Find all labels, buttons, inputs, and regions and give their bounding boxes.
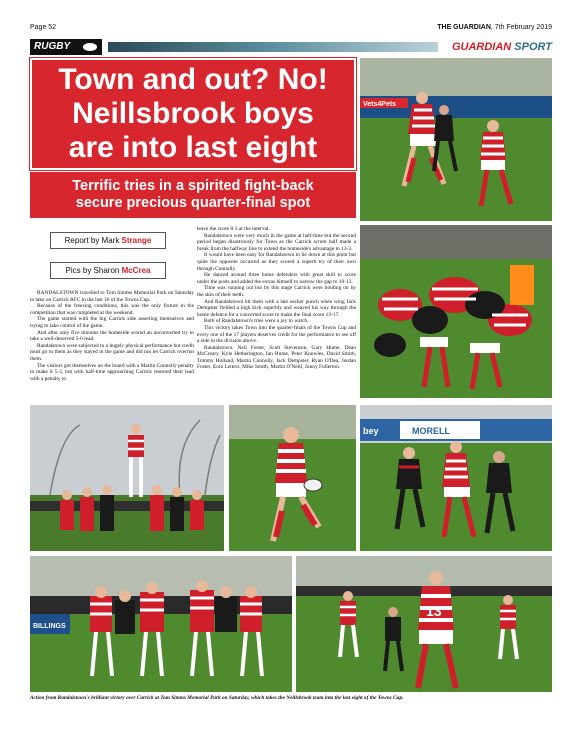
paragraph: Both of Randalstown's tries were a joy to watch.	[204, 318, 309, 325]
dateline	[437, 24, 552, 31]
article-column-1	[30, 290, 194, 382]
paragraph: leave the score 8-3 at the interval.	[197, 226, 270, 232]
subheadline-box	[30, 172, 356, 218]
publication-date: , 7th February 2019	[490, 24, 552, 31]
subheadline: Terrific tries in a spirited fight-back secure precious quarter-final spot	[72, 178, 314, 211]
paragraph: He danced around three home defenders with great skill to score under the posts and added the extras himself to narrow the gap to 10-13.	[197, 272, 356, 285]
photo-maul	[30, 556, 292, 692]
report-credit	[50, 232, 166, 249]
jersey-number: 13	[426, 603, 442, 619]
report-credit-prefix: Report by Mark	[64, 236, 122, 245]
headline-box	[30, 58, 356, 170]
article-column-2	[197, 226, 356, 371]
paragraph: Because of the freezing conditions, this was the only fixture in the competition that was completed at the weekend.	[30, 303, 194, 316]
paragraph: And Randalstown hit them with a late sucker punch when wing Jack Dempster fielded a high kick superbly and weaved his way through the home defence for a converted score to make the final score 13-17.	[197, 298, 356, 318]
paragraph: RANDALSTOWN travelled to Tom Simms Memorial Park on Saturday to take on Carrick RFC in the last 16 of the Towns Cup.	[30, 290, 194, 303]
photo-tackle	[360, 405, 552, 551]
photo-tackle-image	[360, 405, 552, 551]
page-number: Page 52	[30, 24, 57, 31]
paragraph: Randalstown: Neil Foster, Scott Stevenson, Gary Hume, Dean McCreary, Kyle Hetherington, Ian Hume, Peter Knowles, David Smith, Tommy Holland, Martin Connolly, Jack Dempster, Ryan O'Dea, Jordan Foster, Eoin Leiters, Mike Smith, Martin O'Neill, Jonny Fullerton.	[197, 344, 356, 371]
section-tag	[30, 39, 102, 55]
paragraph: The game started with the big Carrick side asserting themselves and trying to take control of the game.	[30, 316, 194, 329]
photo-lineout	[30, 405, 224, 551]
photo-kicker	[229, 405, 356, 551]
paragraph: Randalstown were very much in the game at half-time but the second period began disastrously for Town as the Carrick scrum half made a break from the halfway line to extend the homeside's advantage to 13-3.	[197, 232, 356, 252]
photo-kicker-image	[229, 405, 356, 551]
photo-sign-text: MORELL	[412, 426, 450, 436]
section-bar	[30, 39, 552, 55]
photo-maul-image	[30, 556, 292, 692]
decorative-band	[108, 42, 438, 52]
photo-caption: Action from Randalstown's brilliant victory over Carrick at Tom Simms Memorial Park on Saturday, which takes the Neillsbrook team into the last eight of the Towns Cup.	[30, 695, 404, 701]
rugby-ball-icon	[83, 43, 97, 51]
brand-part-2: SPORT	[514, 41, 552, 53]
brand-part-1: GUARDIAN	[451, 41, 512, 53]
paragraph: And after only five minutes the homeside scored an unconverted try to take a well-deserved 5-0 lead.	[30, 329, 194, 343]
publication-name: THE GUARDIAN	[437, 24, 491, 31]
photo-lineout-image	[30, 405, 224, 551]
photo-number-13	[296, 556, 552, 692]
brand-logo	[452, 39, 552, 55]
headline: Town and out? No! Neillsbrook boys are into last eight	[58, 63, 328, 164]
photo-board-text: BILLINGS	[33, 623, 66, 630]
paragraph: This victory takes Town into the quarter-finals of the Towns Cup and every one of the 17 players deserves credit for the performance to see off a side in the division above.	[197, 324, 356, 345]
photo-sign-text: bey	[363, 426, 379, 436]
report-credit-name: Strange	[121, 236, 152, 245]
section-label: RUGBY	[34, 41, 71, 52]
paragraph: It would have been easy for Randalstown to lie down at this point but quite the opposite occurred as they scored a superb try of their own through Connolly.	[197, 252, 356, 272]
paragraph: Randalstown were subjected to a hugely physical performance but credit must go to them as they stayed in the game and did not let Carrick overrun them.	[30, 342, 194, 362]
photo-running-player-image	[360, 58, 552, 221]
photo-running-player	[360, 58, 552, 221]
paragraph: Time was running out but by this stage Carrick were holding on by the skin of their teeth.	[197, 285, 356, 298]
pics-credit-name: McCrea	[121, 266, 151, 275]
photo-sign-text: Vets4Pets	[363, 101, 397, 108]
pics-credit-prefix: Pics by Sharon	[65, 266, 122, 275]
paragraph: The visitors got themselves on the board with a Martin Connolly penalty to make it 5-3, but with half-time approaching Carrick restored their lead with a penalty to	[30, 362, 194, 382]
photo-number-13-image	[296, 556, 552, 692]
pics-credit	[50, 262, 166, 279]
photo-ruck-image	[360, 225, 552, 398]
photo-ruck	[360, 225, 552, 398]
